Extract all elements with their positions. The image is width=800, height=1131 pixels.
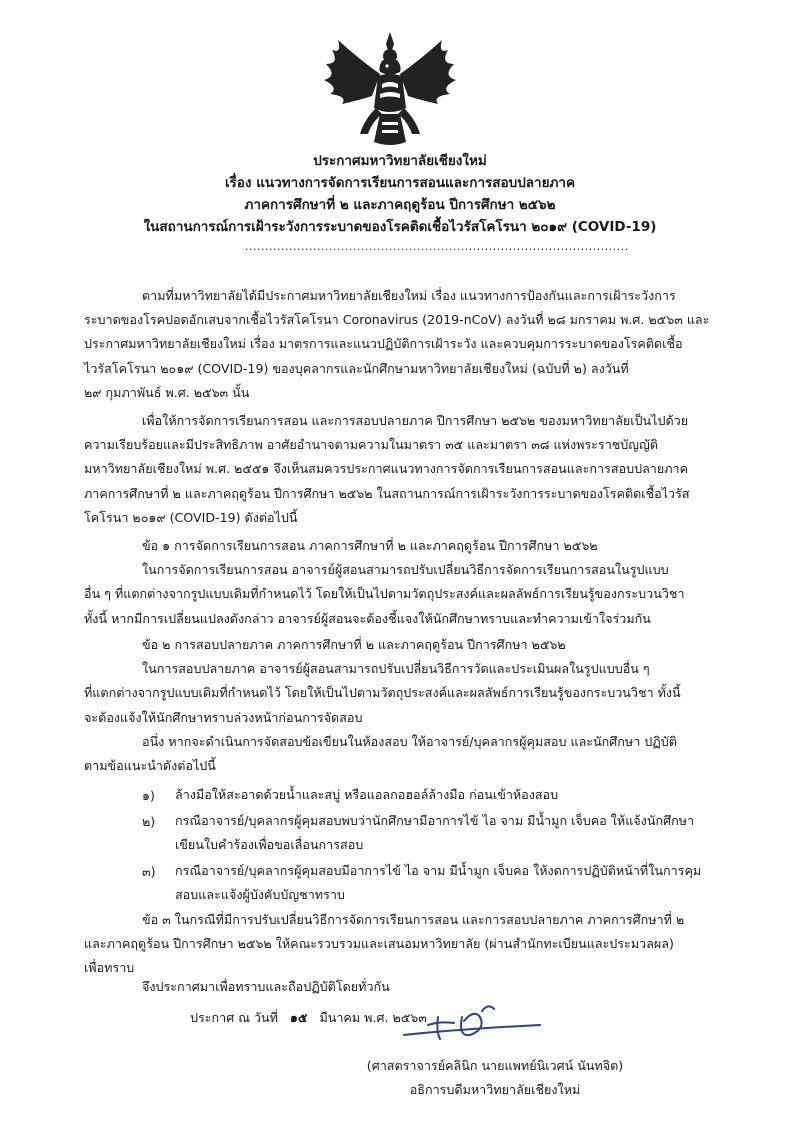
text-line: ๒๙ กุมภาพันธ์ พ.ศ. ๒๕๖๓ นั้น bbox=[84, 384, 250, 400]
text-line: อื่น ๆ ที่แตกต่างจากรูปแบบเดิมที่กำหนดไว้ โดยให้เป็นไปตามวัตถุประสงค์และผลลัพธ์การเรียนรู้ของกระบวนวิชา bbox=[84, 586, 685, 602]
list-item bbox=[175, 783, 735, 807]
signer-name: (ศาสตราจารย์คลินิก นายแพทย์นิเวศน์ นันทจิต) bbox=[366, 1058, 624, 1073]
text-line: ในการสอบปลายภาค อาจารย์ผู้สอนสามารถปรับเปลี่ยนวิธีการวัดและประเมินผลในรูปแบบอื่น ๆ bbox=[142, 661, 650, 677]
text-line: จะต้องแจ้งให้นักศึกษาทราบล่วงหน้าก่อนการจัดสอบ bbox=[84, 709, 363, 725]
text-line: และภาคฤดูร้อน ปีการศึกษา ๒๕๖๒ ให้คณะรวบรวมและเสนอมหาวิทยาลัย (ผ่านสำนักทะเบียนและประมวลผล) bbox=[84, 936, 674, 952]
text-line: สอบและแจ้งผู้บังคับบัญชาทราบ bbox=[175, 887, 345, 903]
list-item-number: ๓) bbox=[142, 864, 156, 879]
text-line: กรณีอาจารย์/บุคลากรผู้คุมสอบมีอาการไข้ ไอ จาม มีน้ำมูก เจ็บคอ ให้งดการปฏิบัติหน้าที่ในการคุม bbox=[175, 863, 702, 878]
text-line: ประกาศมหาวิทยาลัยเชียงใหม่ เรื่อง มาตรการและแนวปฏิบัติการเฝ้าระวัง และควบคุมการระบาดของโรคติดเชื้อ bbox=[84, 336, 683, 352]
subject-line: เรื่อง แนวทางการจัดการเรียนการสอนและการสอบปลายภาค bbox=[224, 175, 576, 191]
date-day: ๑๕ bbox=[289, 1010, 308, 1025]
signer-title: อธิการบดีมหาวิทยาลัยเชียงใหม่ bbox=[409, 1082, 581, 1097]
list-item bbox=[175, 859, 735, 907]
text-line: ข้อ ๓ ในกรณีที่มีการปรับเปลี่ยนวิธีการจัดการเรียนการสอน และการสอบปลายภาค ภาคการศึกษาที่ ๒ bbox=[142, 912, 685, 927]
clause-1 bbox=[84, 534, 724, 631]
list-item bbox=[175, 809, 735, 857]
paragraph-1 bbox=[84, 284, 724, 405]
handwritten-signature bbox=[400, 995, 550, 1055]
clause-1-title: ข้อ ๑ การจัดการเรียนการสอน ภาคการศึกษาที่ ๒ และภาคฤดูร้อน ปีการศึกษา ๒๕๖๒ bbox=[142, 538, 598, 553]
text-line: ทั้งนี้ หากมีการเปลี่ยนแปลงดังกล่าว อาจารย์ผู้สอนจะต้องชี้แจงให้นักศึกษาทราบและทำความเข้าใจร่วมกัน bbox=[84, 610, 651, 626]
text-line: กรณีอาจารย์/บุคลากรผู้คุมสอบพบว่านักศึกษามีอาการไข้ ไอ จาม มีน้ำมูก เจ็บคอ ให้แจ้งนักศึกษา bbox=[175, 813, 695, 828]
list-item-number: ๒) bbox=[142, 814, 156, 829]
announcement-title: ประกาศมหาวิทยาลัยเชียงใหม่ bbox=[313, 153, 487, 169]
date-month-year: มีนาคม พ.ศ. ๒๕๖๓ bbox=[319, 1010, 427, 1025]
date-prefix: ประกาศ ณ วันที่ bbox=[190, 1010, 278, 1025]
clause-2 bbox=[84, 633, 724, 778]
text-line: เพื่อทราบ bbox=[84, 960, 135, 976]
paragraph-2 bbox=[84, 409, 724, 530]
text-line: โคโรนา ๒๐๑๙ (COVID-19) ดังต่อไปนี้ bbox=[84, 509, 298, 525]
text-line: จึงประกาศมาเพื่อทราบและถือปฏิบัติโดยทั่วกัน bbox=[142, 979, 390, 994]
text-line: ภาคการศึกษาที่ ๒ และภาคฤดูร้อน ปีการศึกษา ๒๕๖๒ ในสถานการณ์การเฝ้าระวังการระบาดของโรคติดเชื้อไวรัส bbox=[84, 485, 690, 501]
text-line: มหาวิทยาลัยเชียงใหม่ พ.ศ. ๒๕๕๑ จึงเห็นสมควรประกาศแนวทางการจัดการเรียนการสอนและการสอบปลายภาค bbox=[84, 461, 689, 477]
list-item-number: ๑) bbox=[142, 788, 155, 803]
text-line: ในการจัดการเรียนการสอน อาจารย์ผู้สอนสามารถปรับเปลี่ยนวิธีการจัดการเรียนการสอนในรูปแบบ bbox=[142, 562, 669, 578]
semester-line: ภาคการศึกษาที่ ๒ และภาคฤดูร้อน ปีการศึกษา ๒๕๖๒ bbox=[244, 197, 556, 213]
text-line: เพื่อให้การจัดการเรียนการสอน และการสอบปลายภาค ปีการศึกษา ๒๕๖๒ ของมหาวิทยาลัยเป็นไปด้วย bbox=[142, 413, 689, 428]
text-line: ไวรัสโคโรนา ๒๐๑๙ (COVID-19) ของบุคลากรและนักศึกษามหาวิทยาลัยเชียงใหม่ (ฉบับที่ ๒) ลงวันที่ bbox=[84, 360, 629, 376]
text-line: ตามข้อแนะนำดังต่อไปนี้ bbox=[84, 757, 216, 773]
clause-2-title: ข้อ ๒ การสอบปลายภาค ภาคการศึกษาที่ ๒ และภาคฤดูร้อน ปีการศึกษา ๒๕๖๒ bbox=[142, 637, 566, 652]
text-line: ความเรียบร้อยและมีประสิทธิภาพ อาศัยอำนาจตามความในมาตรา ๓๕ และมาตรา ๓๘ แห่งพระราชบัญญัติ bbox=[84, 437, 658, 453]
text-line: อนึ่ง หากจะดำเนินการจัดสอบข้อเขียนในห้องสอบ ให้อาจารย์/บุคลากรผู้คุมสอบ และนักศึกษา ปฏิบัติ bbox=[142, 733, 677, 749]
text-line: ระบาดของโรคปอดอักเสบจากเชื้อไวรัสโคโรนา Coronavirus (2019-nCoV) ลงวันที่ ๒๘ มกราคม พ.ศ. ๒๕๖๓ และ bbox=[84, 312, 710, 328]
text-line: ตามที่มหาวิทยาลัยได้มีประกาศมหาวิทยาลัยเชียงใหม่ เรื่อง แนวทางการป้องกันและการเฝ้าระวังการ bbox=[142, 288, 676, 303]
garuda-emblem-icon bbox=[320, 30, 460, 148]
situation-line: ในสถานการณ์การเฝ้าระวังการระบาดของโรคติดเชื้อไวรัสโคโรนา ๒๐๑๙ (COVID-19) bbox=[143, 219, 657, 235]
separator-line: ................................................................................................ bbox=[245, 240, 629, 253]
clause-3 bbox=[84, 908, 724, 981]
text-line: ล้างมือให้สะอาดด้วยน้ำและสบู่ หรือแอลกอฮอล์ล้างมือ ก่อนเข้าห้องสอบ bbox=[175, 787, 559, 802]
text-line: ที่แตกต่างจากรูปแบบเดิมที่กำหนดไว้ โดยให้เป็นไปตามวัตถุประสงค์และผลลัพธ์การเรียนรู้ของกระบวนวิชา ทั้งนี้ bbox=[84, 685, 681, 701]
text-line: เขียนใบคำร้องเพื่อขอเลื่อนการสอบ bbox=[175, 837, 364, 853]
